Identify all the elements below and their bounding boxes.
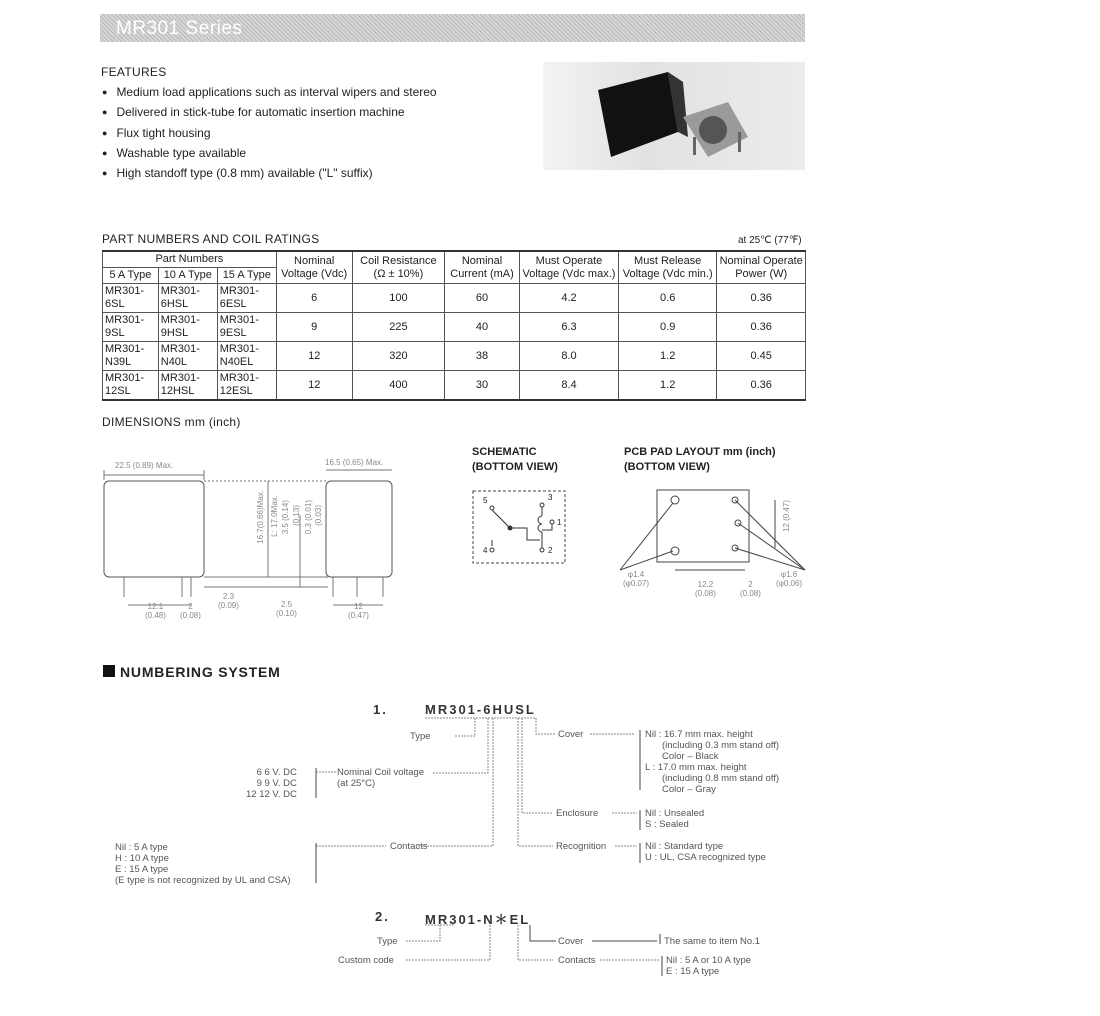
table-cell: 60 (445, 284, 520, 313)
dim-value: (0.47) (348, 611, 369, 620)
dimensions-heading: DIMENSIONS mm (inch) (102, 415, 241, 429)
ratings-condition: at 25℃ (77℉) (738, 235, 802, 246)
dim-height-l: L: 17.0Max. (270, 495, 279, 537)
table-cell: MR301-9HSL (158, 313, 217, 342)
table-cell: MR301-6ESL (217, 284, 276, 313)
feature-item: ● Flux tight housing (102, 124, 437, 144)
table-cell: MR301-12HSL (158, 371, 217, 401)
pin-label: 3 (548, 493, 553, 502)
option: 6 6 V. DC (256, 767, 297, 778)
option: H : 10 A type (115, 853, 169, 864)
option: E : 15 A type (115, 864, 169, 875)
label-contacts-2: Contacts (558, 955, 596, 966)
table-cell: MR301-6HSL (158, 284, 217, 313)
table-cell: 9 (276, 313, 352, 342)
table-cell: 1.2 (619, 342, 717, 371)
cover-2-option: The same to item No.1 (664, 936, 761, 947)
table-cell: 8.4 (519, 371, 618, 401)
table-cell: 4.2 (519, 284, 618, 313)
voltage-options (246, 767, 297, 800)
table-cell: 40 (445, 313, 520, 342)
pin-label: 2 (548, 546, 553, 555)
table-cell: 6.3 (519, 313, 618, 342)
option: S : Sealed (645, 819, 689, 830)
features-heading: FEATURES (101, 65, 167, 79)
dim-pin-in: (0.03) (314, 505, 323, 526)
pin-label: 1 (557, 518, 562, 527)
dim-value: (0.10) (276, 609, 297, 618)
feature-item: ● Washable type available (102, 144, 437, 164)
table-cell: 225 (352, 313, 444, 342)
label-cover-2: Cover (558, 936, 584, 947)
option: (including 0.3 mm stand off) (662, 740, 780, 751)
dim-value: 2.3 (222, 592, 235, 601)
ratings-heading: PART NUMBERS AND COIL RATINGS (102, 232, 320, 246)
table-cell: 38 (445, 342, 520, 371)
dim-value: 12.2 (697, 580, 714, 589)
table-cell: 0.45 (717, 342, 806, 371)
dim-value: 12.1 (147, 602, 164, 611)
option: (including 0.8 mm stand off) (662, 773, 780, 784)
contacts-2-options (666, 955, 751, 977)
item-number: 2. (375, 909, 390, 924)
heading-sub: (BOTTOM VIEW) (472, 461, 558, 473)
text: Nominal Coil voltage (337, 767, 425, 778)
table-cell: 30 (445, 371, 520, 401)
dim-value: (0.48) (145, 611, 166, 620)
col-group: Part Numbers (103, 251, 277, 268)
option: Nil : Standard type (645, 841, 724, 852)
table-cell: 6 (276, 284, 352, 313)
option: Nil : 5 A type (115, 842, 168, 853)
table-cell: MR301-12ESL (217, 371, 276, 401)
col-header: Must Release Voltage (Vdc min.) (619, 251, 717, 284)
feature-item: ● Medium load applications such as interval wipers and stereo (102, 83, 437, 103)
heading-text: SCHEMATIC (472, 446, 537, 458)
table-cell: 400 (352, 371, 444, 401)
dim-pin: 0.3 (0.01) (304, 500, 313, 535)
col-header: Coil Resistance (Ω ± 10%) (352, 251, 444, 284)
table-cell: 8.0 (519, 342, 618, 371)
label-coil (337, 767, 424, 789)
table-cell: MR301-9ESL (217, 313, 276, 342)
label-recognition: Recognition (556, 841, 607, 852)
part-code-example: MR301-6HUSL (425, 702, 536, 717)
option: Nil : 5 A or 10 A type (666, 955, 752, 966)
table-cell: 0.9 (619, 313, 717, 342)
label-enclosure: Enclosure (556, 808, 599, 819)
dim-standoff: 3.5 (0.14) (281, 500, 290, 535)
table-cell: MR301-12SL (103, 371, 159, 401)
dim-value: 12 (354, 602, 363, 611)
col-header: Nominal Voltage (Vdc) (276, 251, 352, 284)
table-cell: MR301-9SL (103, 313, 159, 342)
option: (E type is not recognized by UL and CSA) (115, 875, 291, 886)
dim-value: 2 (748, 580, 753, 589)
dim-value: (0.47) (782, 500, 791, 521)
feature-item: ● Delivered in stick-tube for automatic insertion machine (102, 103, 437, 123)
table-cell: 100 (352, 284, 444, 313)
dim-width: 22.5 (0.89) Max. (115, 461, 174, 470)
series-title: MR301 Series (116, 18, 243, 39)
dim-value: 12 (782, 523, 791, 533)
dim-value: (φ0.07) (623, 579, 650, 588)
table-cell: 12 (276, 371, 352, 401)
option: L : 17.0 mm max. height (645, 762, 747, 773)
label-type: Type (410, 731, 431, 742)
table-cell: MR301-6SL (103, 284, 159, 313)
text: (at 25°C) (337, 778, 376, 789)
col-header: 10 A Type (158, 268, 217, 284)
table-cell: MR301-N40L (158, 342, 217, 371)
table-cell: 0.36 (717, 313, 806, 342)
col-header: Nominal Current (mA) (445, 251, 520, 284)
table-cell: MR301-N39L (103, 342, 159, 371)
col-header: 15 A Type (217, 268, 276, 284)
table-cell: 1.2 (619, 371, 717, 401)
item-number: 1. (373, 702, 388, 717)
option: 12 12 V. DC (246, 789, 297, 800)
option: U : UL, CSA recognized type (645, 852, 766, 863)
dim-value: φ1.4 (627, 570, 645, 579)
recognition-options (645, 841, 766, 863)
dim-value: (φ0.06) (776, 579, 803, 588)
pin-label: 5 (483, 496, 488, 505)
option: E : 15 A type (666, 966, 720, 977)
option: Nil : 16.7 mm max. height (645, 729, 753, 740)
table-cell: 0.36 (717, 371, 806, 401)
dim-value: (0.09) (218, 601, 239, 610)
part-code-example-2: MR301-N＊EL (425, 912, 531, 927)
option: Color – Black (662, 751, 719, 762)
dim-value: 2 (188, 602, 193, 611)
option: 9 9 V. DC (256, 778, 297, 789)
table-cell: 0.6 (619, 284, 717, 313)
option: Color – Gray (662, 784, 716, 795)
dim-standoff-in: (0.13) (292, 505, 301, 526)
col-header: 5 A Type (103, 268, 159, 284)
table-cell: 320 (352, 342, 444, 371)
enclosure-options (645, 808, 704, 830)
col-header: Nominal Operate Power (W) (717, 251, 806, 284)
contact-options (115, 842, 291, 886)
label-cover: Cover (558, 729, 584, 740)
label-custom-code: Custom code (338, 955, 394, 966)
dim-depth: 16.5 (0.65) Max. (325, 458, 384, 467)
table-cell: 12 (276, 342, 352, 371)
table-cell: MR301-N40EL (217, 342, 276, 371)
dim-value: φ1.6 (780, 570, 798, 579)
col-header: Must Operate Voltage (Vdc max.) (519, 251, 618, 284)
heading-sub: (BOTTOM VIEW) (624, 461, 710, 473)
dim-value: (0.08) (740, 589, 761, 598)
table-cell: 0.36 (717, 284, 806, 313)
cover-options (645, 729, 779, 795)
feature-item: ● High standoff type (0.8 mm) available ("L" suffix) (102, 164, 437, 184)
heading-text: NUMBERING SYSTEM (120, 664, 281, 680)
option: Nil : Unsealed (645, 808, 705, 819)
dim-value: (0.08) (180, 611, 201, 620)
dim-height: 16.7(0.66)Max. (256, 490, 265, 544)
heading-text: PCB PAD LAYOUT mm (inch) (624, 446, 776, 458)
pin-label: 4 (483, 546, 488, 555)
label-type-2: Type (377, 936, 398, 947)
dim-value: (0.08) (695, 589, 716, 598)
dim-value: 2.5 (280, 600, 293, 609)
label-contacts: Contacts (390, 841, 428, 852)
